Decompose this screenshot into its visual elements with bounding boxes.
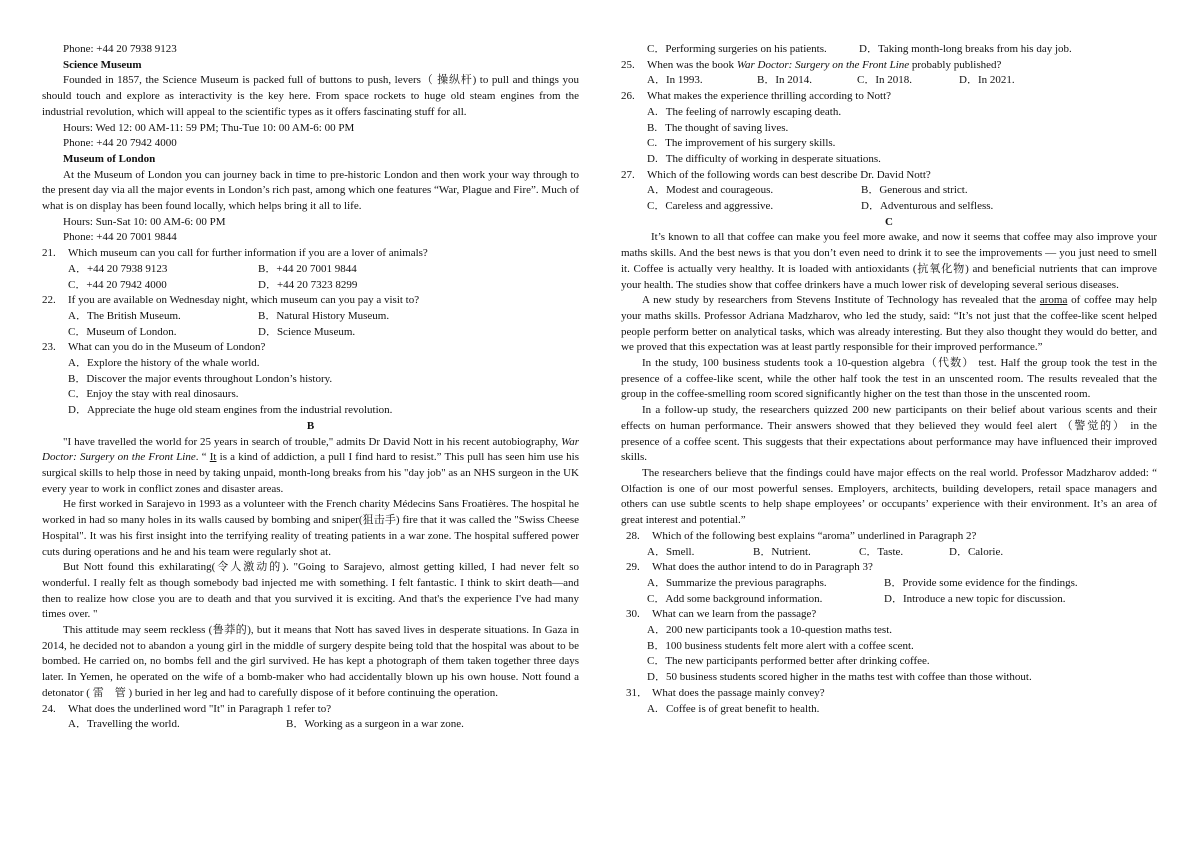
question-text: If you are available on Wednesday night, which museum can you pay a visit to?	[68, 294, 420, 307]
question-number: 23.	[42, 341, 56, 354]
text-run: . “	[195, 451, 210, 464]
option-c: C．The new participants performed better after drinking coffee.	[647, 655, 930, 668]
question-text: What can you do in the Museum of London?	[68, 341, 266, 354]
passage-c-paragraph-3: In the study, 100 business students took a 10-question algebra（代数） test. Half the group took the test in the presence of a coffee-like scent, while the other half took the test in an unscented room. The results revealed that the group in the coffee-smelling room scored significantly higher on the test than those in the unscented room.	[621, 357, 1157, 401]
option-d: D．+44 20 7323 8299	[258, 278, 358, 291]
option-b: B．100 business students felt more alert with a coffee scent.	[647, 639, 914, 652]
question-number: 28.	[626, 529, 640, 542]
q27-options-ab	[621, 183, 1157, 199]
question-26	[621, 89, 1157, 105]
text-run: "I have travelled the world for 25 years in search of trouble," admits Dr David Nott in his recent autobiography,	[63, 435, 562, 448]
option-b: B．+44 20 7001 9844	[258, 262, 357, 275]
passage-c-paragraph-1: It’s known to all that coffee can make you feel more awake, and now it seems that coffee may also improve your maths skills. And the best news is that you don’t even need to drink it to see the improvements — you just need to smell it. Coffee is actually very healthy. It is loaded with antioxidants (抗氧化物) and beneficial nutrients that can improve your health. The studies show that coffee drinkers have a much lower risk of developing several serious diseases.	[621, 231, 1157, 291]
q22-options-ab	[42, 309, 579, 325]
question-22	[42, 293, 579, 309]
question-text: What can we learn from the passage?	[652, 608, 817, 621]
option-c: C．Add some background information.	[647, 592, 823, 605]
question-text: What does the author intend to do in Paragraph 3?	[652, 561, 873, 574]
question-27	[621, 168, 1157, 184]
question-text: What does the passage mainly convey?	[652, 686, 825, 699]
science-museum-body: Founded in 1857, the Science Museum is packed full of buttons to push, levers（ 操纵杆) to pull and things you should touch and explore as interactivity is the key here. From space rockets to huge old steam engines from the industrial revolution, which will appeal to the scientific types as it offers fascinating stuff for all.	[42, 74, 579, 118]
museum-of-london-hours: Hours: Sun-Sat 10: 00 AM-6: 00 PM	[63, 215, 226, 228]
option-d: D. The difficulty of working in desperate situations.	[647, 152, 881, 165]
phone-natural-history: Phone: +44 20 7938 9123	[63, 43, 177, 55]
option-d: D．Taking month-long breaks from his day job.	[859, 43, 1072, 55]
museum-of-london-phone: Phone: +44 20 7001 9844	[63, 231, 177, 244]
book-title: War Doctor: Surgery on the Front Line	[42, 435, 579, 464]
question-number: 26.	[621, 90, 635, 103]
option-d: D．Appreciate the huge old steam engines from the industrial revolution.	[68, 404, 393, 417]
option-b: B．Nutrient.	[753, 545, 811, 558]
passage-c-paragraph-5: The researchers believe that the findings could have major effects on the real world. Professor Madzharov added: “ Olfaction is one of our most powerful senses. Employers, architects, building developers, retail space managers and others can use subtle scents to help shape employees’ or occupants’ experience with their environment. It’s an area of great interest and potential.”	[621, 466, 1157, 527]
science-museum-phone: Phone: +44 20 7942 4000	[63, 137, 177, 150]
option-b: B. The thought of saving lives.	[647, 121, 789, 134]
option-d: D．Adventurous and selfless.	[861, 200, 994, 213]
option-c: C．Museum of London.	[68, 325, 177, 338]
question-25	[621, 58, 1157, 74]
question-23	[42, 340, 579, 356]
option-c: C. The improvement of his surgery skills.	[647, 137, 836, 150]
section-c-heading: C	[885, 215, 893, 228]
passage-c-paragraph-4: In a follow-up study, the researchers quizzed 200 new participants on their belief about various scents and their effects on human performance. Their answers showed that they believed they would feel alert （警觉的） in the presence of a coffee scent. This suggests that their expectations about performance may have influenced their improved skills.	[621, 404, 1157, 464]
question-number: 24.	[42, 702, 56, 715]
option-b: B．Natural History Museum.	[258, 309, 390, 322]
question-30	[621, 607, 1157, 623]
passage-b-paragraph-3: But Nott found this exhilarating(令人激动的). "Going to Sarajevo, almost getting killed, I had never felt so wonderful. I really felt as though somebody bad injected me with something. I felt fantastic. I think to skirt death—and then to realize how close you are to death and that you survived it is exciting. And that's the experience I've had many times over. "	[42, 561, 579, 621]
q25-options	[621, 73, 1157, 89]
text-run: probably published?	[909, 58, 1002, 71]
question-text: What makes the experience thrilling according to Nott?	[647, 90, 892, 103]
passage-b-paragraph-2: He first worked in Sarajevo in 1993 as a volunteer with the French charity Médecins Sans Froatières. The hospital he worked in had so many holes in its walls caused by bombing and sniper(狙击手) fire that it was called the "Swiss Cheese Hospital". It was his first insight into the terrifying reality of treating patients in a war zone. The hospital suffered power cuts during operations and he and his team were regularly shot at.	[42, 498, 579, 558]
option-c: C．+44 20 7942 4000	[68, 278, 167, 291]
option-b: B．Generous and strict.	[861, 184, 968, 197]
text-run: is a kind of addiction, a pull I find hard to resist.” This pull has seen him use his surgical skills to help those in need by taking unpaid, month-long breaks from his "day job" as an NHS surgeon in the UK every year to work in conflict zones and disaster areas.	[42, 451, 579, 495]
question-number: 30.	[626, 608, 640, 621]
option-b: B．Working as a surgeon in a war zone.	[286, 718, 464, 731]
question-number: 25.	[621, 58, 635, 71]
option-d: D．50 business students scored higher in the maths test with coffee than those without.	[647, 671, 1032, 684]
question-number: 29.	[626, 561, 640, 574]
museum-of-london-title: Museum of London	[63, 152, 156, 165]
question-number: 21.	[42, 247, 56, 260]
option-d: D．Introduce a new topic for discussion.	[884, 592, 1066, 605]
question-28	[621, 529, 1157, 545]
question-text: Which of the following words can best describe Dr. David Nott?	[647, 168, 931, 181]
question-31	[621, 686, 1157, 702]
question-text: Which museum can you call for further information if you are a lover of animals?	[68, 247, 428, 260]
science-museum-title: Science Museum	[63, 58, 142, 71]
option-a: A．The British Museum.	[68, 309, 181, 322]
q22-options-cd	[42, 325, 579, 341]
book-title: War Doctor: Surgery on the Front Line	[736, 58, 910, 71]
option-c: C．Careless and aggressive.	[647, 200, 774, 213]
option-b: B．In 2014.	[757, 74, 812, 87]
option-a: A．Travelling the world.	[68, 718, 180, 731]
q21-options-ab	[42, 262, 579, 278]
option-a: A．Summarize the previous paragraphs.	[647, 576, 827, 589]
option-d: D．In 2021.	[959, 74, 1015, 87]
science-museum-hours: Hours: Wed 12: 00 AM-11: 59 PM; Thu-Tue 10: 00 AM-6: 00 PM	[63, 121, 355, 134]
q28-options	[621, 545, 1157, 561]
option-a: A. Coffee is of great benefit to health.	[647, 702, 820, 715]
question-29	[621, 560, 1157, 576]
option-d: D．Science Museum.	[258, 325, 356, 338]
underlined-word-aroma: aroma	[1039, 294, 1068, 307]
q24-options-ab	[42, 717, 579, 733]
q29-options-cd	[621, 592, 1157, 608]
passage-c-paragraph-2	[621, 293, 1157, 356]
option-b: B．Provide some evidence for the findings.	[884, 576, 1078, 589]
question-21	[42, 246, 579, 262]
option-a: A．+44 20 7938 9123	[68, 262, 168, 275]
option-a: A．Modest and courageous.	[647, 184, 774, 197]
option-c: C．Performing surgeries on his patients.	[647, 43, 827, 55]
q21-options-cd	[42, 278, 579, 294]
option-c: C．Taste.	[859, 545, 904, 558]
museum-of-london-body: At the Museum of London you can journey back in time to pre-historic London and then work your way through to the present day via all the major events in London’s rich past, among which one features “War, Plague and Fire”. Much of what is on display has been found locally, which helps bring it all to life.	[42, 168, 579, 213]
option-c: C．In 2018.	[857, 74, 912, 87]
option-a: A．Smell.	[647, 545, 695, 558]
q29-options-ab	[621, 576, 1157, 592]
question-text: Which of the following best explains “aroma” underlined in Paragraph 2?	[652, 529, 977, 542]
passage-b-paragraph-1	[42, 435, 579, 498]
passage-b-paragraph-4: This attitude may seem reckless (鲁莽的), but it means that Nott has saved lives in desperate situations. In Gaza in 2014, he decided not to abandon a young girl in the middle of surgery despite being told that the hospital was about to be bombed. He carried on, no bombs fell and the girl survived. He has kept a photograph of them taken together three days later. In Yemen, he operated on the wife of a bomb-maker who had accidentally blown up his own house. Nott found a detonator ( 雷 管 ) buried in her leg and had to carefully dispose of it before continuing the operation.	[42, 624, 579, 699]
question-number: 22.	[42, 294, 56, 307]
question-number: 27.	[621, 168, 635, 181]
text-run: A new study by researchers from Stevens Institute of Technology has revealed that the	[642, 294, 1040, 307]
q27-options-cd	[621, 199, 1157, 215]
question-text: What does the underlined word "It" in Paragraph 1 refer to?	[68, 702, 332, 715]
question-24	[42, 702, 579, 718]
option-a: A．Explore the history of the whale world.	[68, 357, 260, 370]
q24-options-cd	[621, 42, 1157, 58]
right-column	[621, 42, 1157, 717]
option-a: A．200 new participants took a 10-question maths test.	[647, 624, 893, 637]
option-d: D．Calorie.	[949, 545, 1004, 558]
option-a: A．In 1993.	[647, 74, 703, 87]
option-b: B．Discover the major events throughout London’s history.	[68, 372, 333, 385]
option-c: C．Enjoy the stay with real dinosaurs.	[68, 388, 239, 401]
section-b-heading: B	[306, 419, 315, 432]
text-run: When was the book	[647, 58, 737, 71]
text-run: of coffee may help your maths skills. Professor Adriana Madzharov, who led the study, said: “It’s not just that the coffee-like scent helped people perform better on analytical tasks, which was already interesting. But they also thought they would do better, and we proved that this expectation was at least partly responsible for their improved performance.”	[621, 294, 1157, 354]
underlined-word-it: It	[209, 451, 217, 464]
question-number: 31．	[626, 686, 648, 699]
question-text	[647, 58, 1001, 74]
left-column	[42, 42, 579, 733]
option-a: A. The feeling of narrowly escaping death.	[647, 105, 842, 118]
